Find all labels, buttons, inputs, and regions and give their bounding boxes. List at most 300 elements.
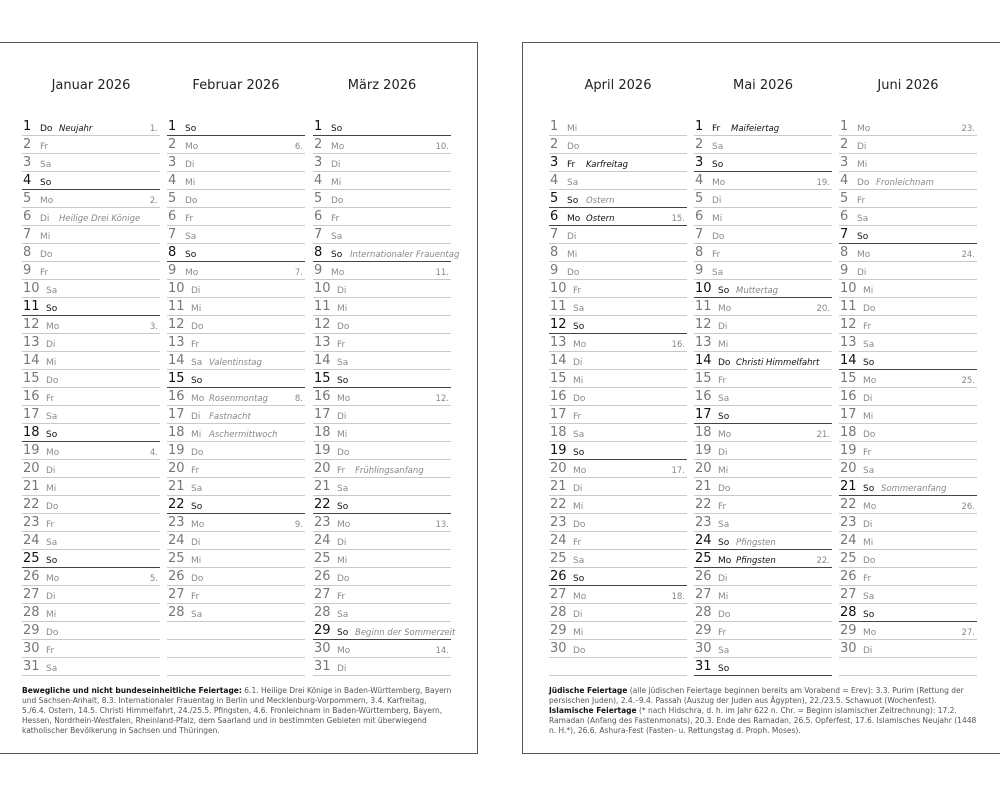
weekday: So <box>718 286 730 296</box>
day-number: 28 <box>550 605 567 620</box>
day-number: 8 <box>168 245 177 260</box>
day-number: 25 <box>168 551 185 566</box>
weekday: So <box>185 124 197 134</box>
weekday: Di <box>185 160 195 170</box>
weekday: Do <box>46 376 59 386</box>
day-number: 5 <box>695 191 704 206</box>
weekday: Mo <box>718 304 732 314</box>
weekday: Di <box>337 286 347 296</box>
day-row <box>694 190 832 208</box>
day-number: 31 <box>695 659 712 674</box>
day-number: 28 <box>168 605 185 620</box>
weekday: Do <box>185 196 198 206</box>
month-title: April 2026 <box>584 78 652 93</box>
day-row <box>549 118 687 136</box>
day-number: 4 <box>23 173 32 188</box>
day-number: 8 <box>23 245 32 260</box>
empty-day-row <box>167 658 305 676</box>
day-row <box>839 640 977 658</box>
day-row <box>22 262 160 280</box>
day-row <box>313 172 451 190</box>
weekday: Mi <box>46 484 57 494</box>
day-number: 21 <box>695 479 712 494</box>
weekday: Mo <box>46 448 60 458</box>
day-number: 6 <box>695 209 704 224</box>
day-number: 3 <box>314 155 323 170</box>
weekday: So <box>573 448 585 458</box>
day-number: 25 <box>840 551 857 566</box>
day-number: 26 <box>314 569 331 584</box>
weekday: Do <box>40 124 53 134</box>
day-row <box>167 154 305 172</box>
weekday: So <box>40 178 52 188</box>
day-number: 14 <box>314 353 331 368</box>
day-number: 16 <box>314 389 331 404</box>
weekday: Di <box>573 484 583 494</box>
weekday: Sa <box>46 664 58 674</box>
day-row <box>167 406 305 424</box>
day-row <box>549 550 687 568</box>
weekday: Sa <box>46 538 58 548</box>
weekday: Sa <box>191 610 203 620</box>
day-row <box>22 388 160 406</box>
day-number: 28 <box>840 605 857 620</box>
weekday: Do <box>191 448 204 458</box>
day-number: 24 <box>23 533 40 548</box>
holiday-label: Internationaler Frauentag <box>350 250 460 260</box>
day-number: 15 <box>550 371 567 386</box>
weekday: Sa <box>191 484 203 494</box>
day-row <box>839 406 977 424</box>
day-number: 26 <box>550 569 567 584</box>
holiday-label: Fronleichnam <box>876 178 934 188</box>
day-number: 1 <box>23 119 32 134</box>
day-row <box>694 460 832 478</box>
day-number: 7 <box>695 227 704 242</box>
day-row <box>22 514 160 532</box>
weekday: Mi <box>337 556 348 566</box>
weekday: Do <box>857 178 870 188</box>
day-row <box>22 622 160 640</box>
day-number: 14 <box>23 353 40 368</box>
note-title-islamic: Islamische Feiertage <box>549 706 637 715</box>
day-number: 11 <box>314 299 331 314</box>
weekday: Do <box>863 556 876 566</box>
weekday: Di <box>46 466 56 476</box>
weekday: Fr <box>573 412 582 422</box>
day-number: 4 <box>550 173 559 188</box>
weekday: Di <box>863 520 873 530</box>
weekday: Mo <box>857 250 871 260</box>
day-row <box>694 658 832 676</box>
day-number: 27 <box>168 587 185 602</box>
day-number: 12 <box>550 317 567 332</box>
weekday: Mi <box>718 592 729 602</box>
weekday: So <box>337 376 349 386</box>
day-number: 19 <box>840 443 857 458</box>
week-number: 14. <box>435 646 449 656</box>
day-number: 11 <box>840 299 857 314</box>
day-number: 14 <box>168 353 185 368</box>
weekday: Di <box>191 286 201 296</box>
day-row <box>839 370 977 388</box>
weekday: Sa <box>331 232 343 242</box>
day-number: 7 <box>550 227 559 242</box>
day-number: 1 <box>314 119 323 134</box>
weekday: So <box>46 556 58 566</box>
day-row <box>694 424 832 442</box>
weekday: Mi <box>191 430 202 440</box>
day-row <box>313 658 451 676</box>
day-row <box>549 154 687 172</box>
day-row <box>22 244 160 262</box>
day-number: 12 <box>23 317 40 332</box>
weekday: Di <box>337 664 347 674</box>
weekday: Mo <box>573 466 587 476</box>
weekday: Fr <box>857 196 866 206</box>
day-row <box>549 136 687 154</box>
note-text-jewish: (alle jüdischen Feiertage beginnen bereits am Vorabend = Erev): 3.3. Purim (Rettung der persischen Juden), 2.4.–9.4. Passah (Auszug der Juden aus Ägypten), 22./23.5. Schawuot (Wochenfest). <box>549 686 964 705</box>
day-number: 16 <box>550 389 567 404</box>
weekday: Di <box>863 394 873 404</box>
day-number: 2 <box>23 137 32 152</box>
weekday: Fr <box>40 268 49 278</box>
holiday-note-left <box>22 686 452 736</box>
weekday: Sa <box>337 358 349 368</box>
day-number: 26 <box>840 569 857 584</box>
weekday: Mo <box>337 394 351 404</box>
day-row <box>22 640 160 658</box>
day-number: 29 <box>23 623 40 638</box>
weekday: So <box>46 430 58 440</box>
empty-day-row <box>167 640 305 658</box>
day-row <box>313 118 451 136</box>
day-number: 13 <box>168 335 185 350</box>
day-row <box>313 190 451 208</box>
weekday: So <box>863 484 875 494</box>
weekday: Sa <box>567 178 579 188</box>
weekday: Sa <box>857 214 869 224</box>
day-number: 11 <box>695 299 712 314</box>
day-row <box>839 298 977 316</box>
weekday: Mo <box>857 124 871 134</box>
day-number: 9 <box>314 263 323 278</box>
weekday: Mi <box>718 466 729 476</box>
day-number: 20 <box>23 461 40 476</box>
weekday: Sa <box>863 466 875 476</box>
day-number: 22 <box>314 497 331 512</box>
day-number: 4 <box>695 173 704 188</box>
day-number: 9 <box>168 263 177 278</box>
weekday: Di <box>337 412 347 422</box>
day-row <box>549 370 687 388</box>
day-row <box>167 514 305 532</box>
day-row <box>167 208 305 226</box>
day-row <box>549 568 687 586</box>
day-row <box>313 640 451 658</box>
weekday: Do <box>573 646 586 656</box>
weekday: Mi <box>863 412 874 422</box>
holiday-label: Sommeranfang <box>881 484 947 494</box>
day-row <box>313 352 451 370</box>
day-row <box>22 496 160 514</box>
weekday: Di <box>191 538 201 548</box>
day-number: 3 <box>695 155 704 170</box>
day-row <box>313 478 451 496</box>
day-row <box>167 460 305 478</box>
day-number: 12 <box>314 317 331 332</box>
weekday: So <box>718 664 730 674</box>
day-number: 13 <box>695 335 712 350</box>
day-number: 13 <box>23 335 40 350</box>
weekday: Mi <box>573 628 584 638</box>
weekday: Fr <box>337 340 346 350</box>
weekday: Sa <box>718 520 730 530</box>
day-row <box>694 622 832 640</box>
day-row <box>694 478 832 496</box>
weekday: Mo <box>46 574 60 584</box>
weekday: Mi <box>573 376 584 386</box>
month-may <box>694 68 832 676</box>
day-number: 18 <box>314 425 331 440</box>
day-number: 10 <box>168 281 185 296</box>
day-number: 3 <box>550 155 559 170</box>
day-row <box>839 514 977 532</box>
weekday: Sa <box>718 646 730 656</box>
week-number: 15. <box>671 214 685 224</box>
weekday: Sa <box>185 232 197 242</box>
day-number: 18 <box>840 425 857 440</box>
day-number: 26 <box>168 569 185 584</box>
day-row <box>839 136 977 154</box>
weekday: Fr <box>191 466 200 476</box>
holiday-label: Frühlingsanfang <box>355 466 424 476</box>
day-row <box>694 208 832 226</box>
month-title: März 2026 <box>347 78 417 93</box>
weekday: Di <box>46 340 56 350</box>
day-row <box>694 226 832 244</box>
weekday: Sa <box>573 430 585 440</box>
day-row <box>549 244 687 262</box>
day-number: 23 <box>550 515 567 530</box>
weekday: Sa <box>46 412 58 422</box>
day-number: 25 <box>550 551 567 566</box>
day-row <box>694 586 832 604</box>
day-row <box>313 370 451 388</box>
day-row <box>839 352 977 370</box>
day-row <box>22 532 160 550</box>
day-number: 5 <box>23 191 32 206</box>
day-row <box>22 568 160 586</box>
week-number: 23. <box>961 124 975 134</box>
day-row <box>313 208 451 226</box>
day-row <box>167 262 305 280</box>
day-row <box>694 640 832 658</box>
weekday: Mo <box>191 394 205 404</box>
day-row <box>313 496 451 514</box>
day-number: 18 <box>168 425 185 440</box>
weekday: Mo <box>573 592 587 602</box>
day-row <box>839 388 977 406</box>
day-row <box>549 172 687 190</box>
weekday: Mi <box>331 178 342 188</box>
day-number: 29 <box>695 623 712 638</box>
day-number: 17 <box>840 407 857 422</box>
day-row <box>22 550 160 568</box>
day-number: 12 <box>168 317 185 332</box>
day-number: 23 <box>168 515 185 530</box>
weekday: Mi <box>567 124 578 134</box>
weekday: Di <box>573 610 583 620</box>
day-number: 22 <box>23 497 40 512</box>
day-number: 1 <box>168 119 177 134</box>
day-row <box>694 352 832 370</box>
day-number: 16 <box>695 389 712 404</box>
weekday: Do <box>573 520 586 530</box>
weekday: Do <box>567 268 580 278</box>
weekday: Fr <box>712 250 721 260</box>
weekday: Fr <box>46 394 55 404</box>
day-row <box>22 298 160 316</box>
day-row <box>839 532 977 550</box>
day-number: 12 <box>695 317 712 332</box>
day-number: 2 <box>314 137 323 152</box>
day-number: 24 <box>314 533 331 548</box>
weekday: Sa <box>712 268 724 278</box>
day-row <box>694 298 832 316</box>
weekday: Fr <box>863 574 872 584</box>
day-row <box>22 478 160 496</box>
day-number: 19 <box>168 443 185 458</box>
day-row <box>313 514 451 532</box>
day-row <box>549 352 687 370</box>
day-row <box>313 262 451 280</box>
day-number: 18 <box>695 425 712 440</box>
day-row <box>167 532 305 550</box>
day-row <box>549 604 687 622</box>
day-row <box>167 172 305 190</box>
weekday: Sa <box>718 394 730 404</box>
day-number: 5 <box>168 191 177 206</box>
day-row <box>839 424 977 442</box>
day-row <box>313 532 451 550</box>
weekday: Mi <box>567 250 578 260</box>
day-row <box>22 172 160 190</box>
day-number: 24 <box>695 533 712 548</box>
weekday: Do <box>718 358 731 368</box>
day-row <box>22 226 160 244</box>
weekday: Do <box>46 628 59 638</box>
day-number: 11 <box>550 299 567 314</box>
month-title: Februar 2026 <box>192 78 280 93</box>
day-list <box>549 118 687 676</box>
day-number: 25 <box>314 551 331 566</box>
day-row <box>22 370 160 388</box>
weekday: Di <box>857 142 867 152</box>
day-row <box>839 550 977 568</box>
day-number: 9 <box>23 263 32 278</box>
weekday: So <box>331 250 343 260</box>
holiday-label: Maifeiertag <box>731 124 780 134</box>
day-row <box>167 604 305 622</box>
day-number: 30 <box>840 641 857 656</box>
day-number: 6 <box>314 209 323 224</box>
day-row <box>549 406 687 424</box>
weekday: Di <box>337 538 347 548</box>
day-row <box>22 316 160 334</box>
day-number: 22 <box>168 497 185 512</box>
day-row <box>694 136 832 154</box>
weekday: Mi <box>185 178 196 188</box>
weekday: So <box>863 358 875 368</box>
day-number: 8 <box>314 245 323 260</box>
weekday: Sa <box>337 484 349 494</box>
week-number: 5. <box>149 574 158 584</box>
day-number: 10 <box>695 281 712 296</box>
day-number: 14 <box>840 353 857 368</box>
day-row <box>549 532 687 550</box>
holiday-label: Aschermittwoch <box>209 430 278 440</box>
day-row <box>167 424 305 442</box>
weekday: Sa <box>573 556 585 566</box>
week-number: 27. <box>961 628 975 638</box>
weekday: Mi <box>40 232 51 242</box>
day-row <box>313 136 451 154</box>
day-number: 30 <box>314 641 331 656</box>
weekday: Fr <box>191 592 200 602</box>
weekday: Mi <box>857 160 868 170</box>
weekday: Do <box>191 574 204 584</box>
day-number: 15 <box>168 371 185 386</box>
weekday: Do <box>337 574 350 584</box>
week-number: 7. <box>294 268 303 278</box>
day-row <box>839 262 977 280</box>
weekday: Mi <box>191 556 202 566</box>
holiday-label: Heilige Drei Könige <box>59 214 141 224</box>
day-row <box>839 316 977 334</box>
weekday: Fr <box>191 340 200 350</box>
day-number: 19 <box>314 443 331 458</box>
weekday: Di <box>857 268 867 278</box>
holiday-label: Christi Himmelfahrt <box>736 358 820 368</box>
day-row <box>694 280 832 298</box>
week-number: 8. <box>294 394 303 404</box>
day-row <box>22 154 160 172</box>
weekday: Mo <box>40 196 54 206</box>
day-row <box>22 424 160 442</box>
day-row <box>22 190 160 208</box>
day-row <box>313 442 451 460</box>
day-row <box>313 568 451 586</box>
weekday: Di <box>40 214 50 224</box>
month-april <box>549 68 687 676</box>
week-number: 17. <box>671 466 685 476</box>
day-row <box>22 352 160 370</box>
day-number: 7 <box>840 227 849 242</box>
weekday: Mo <box>185 142 199 152</box>
day-number: 17 <box>314 407 331 422</box>
day-number: 9 <box>840 263 849 278</box>
day-list <box>839 118 977 676</box>
day-number: 20 <box>695 461 712 476</box>
weekday: Do <box>191 322 204 332</box>
day-list <box>313 118 460 676</box>
day-number: 28 <box>695 605 712 620</box>
day-row <box>313 334 451 352</box>
day-number: 20 <box>314 461 331 476</box>
holiday-label: Ostern <box>586 214 615 224</box>
day-number: 24 <box>168 533 185 548</box>
